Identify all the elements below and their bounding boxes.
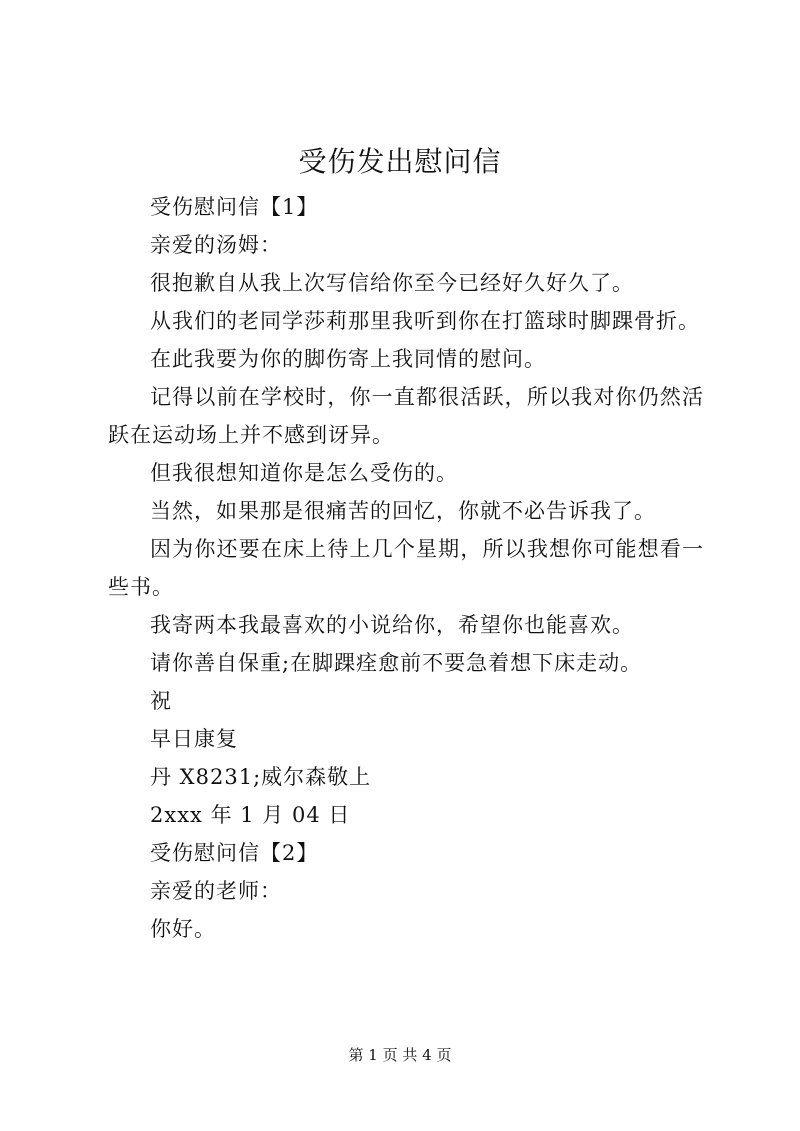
salutation: 亲爱的老师：: [150, 879, 282, 903]
closing-wish-line: 早日康复: [150, 727, 238, 751]
signature: 丹 X8231;威尔森敬上: [150, 765, 372, 789]
page-number-footer: 第 1 页 共 4 页: [348, 1046, 452, 1064]
paragraph: 在此我要为你的脚伤寄上我同情的慰问。: [150, 347, 546, 371]
letter-date: 2xxx 年 1 月 04 日: [150, 803, 351, 827]
paragraph: 但我很想知道你是怎么受伤的。: [150, 461, 458, 485]
paragraph: 我寄两本我最喜欢的小说给你，希望你也能喜欢。: [150, 613, 634, 637]
paragraph: 记得以前在学校时，你一直都很活跃，所以我对你仍然活跃在运动场上并不感到讶异。: [108, 385, 704, 447]
document-title: 受伤发出慰问信: [298, 145, 502, 178]
closing-wish: 祝: [150, 689, 172, 713]
document-body: [108, 188, 704, 948]
paragraph: 当然，如果那是很痛苦的回忆，你就不必告诉我了。: [150, 499, 656, 523]
paragraph: 你好。: [150, 917, 216, 941]
paragraph: 很抱歉自从我上次写信给你至今已经好久好久了。: [150, 271, 634, 295]
paragraph: 从我们的老同学莎莉那里我听到你在打篮球时脚踝骨折。: [150, 309, 700, 333]
paragraph: 因为你还要在床上待上几个星期，所以我想你可能想看一些书。: [108, 537, 704, 599]
section-heading-1: 受伤慰问信【1】: [150, 195, 319, 219]
salutation: 亲爱的汤姆：: [150, 233, 282, 257]
paragraph: 请你善自保重;在脚踝痊愈前不要急着想下床走动。: [150, 651, 643, 675]
section-heading-2: 受伤慰问信【2】: [150, 841, 319, 865]
